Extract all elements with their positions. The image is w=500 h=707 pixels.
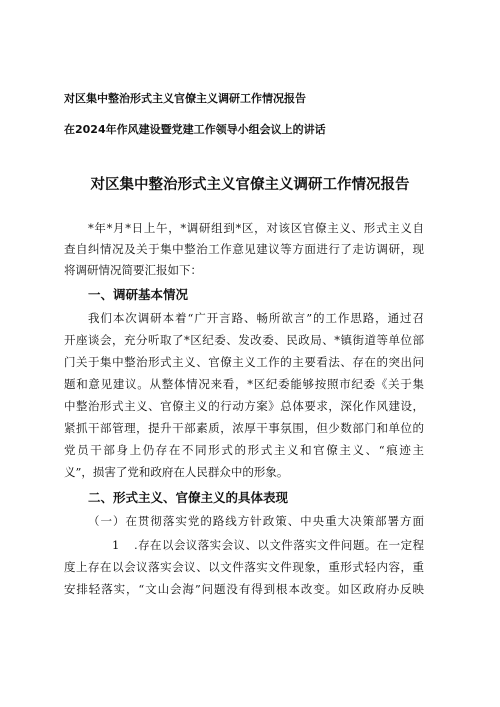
intro-line: 查自纠情况及关于集中整治工作意见建议等方面进行了走访调研，现 [64, 242, 424, 256]
paragraph-line: 题和意见建议。从整体情况来看，*区纪委能够按照市纪委《关于集 [64, 377, 424, 391]
item-number: 1 [112, 538, 120, 552]
paragraph-line: 门关于集中整治形式主义、官僚主义工作的主要看法、存在的突出问 [64, 355, 424, 369]
item-line: 度上存在以会议落实会议、以文件落实文件现象，重形式轻内容，重 [64, 560, 424, 574]
section-heading-1: 一、调研基本情况 [88, 287, 189, 302]
item-line: 安排轻落实，“文山会海”问题没有得到根本改变。如区政府办反映 [64, 582, 424, 596]
intro-line: *年*月*日上午，*调研组到*区，对该区官僚主义、形式主义自 [88, 221, 424, 235]
paragraph-line: 开座谈会，充分听取了*区纪委、发改委、民政局、*镇街道等单位部 [64, 333, 424, 347]
subsection-heading: （一）在贯彻落实党的路线方针政策、中央重大决策部署方面 [88, 514, 424, 528]
paragraph-line: 紧抓干部管理，提升干部素质，浓厚干事氛围，但少数部门和单位的 [64, 421, 424, 435]
toc-item-report: 对区集中整治形式主义官僚主义调研工作情况报告 [64, 92, 306, 105]
paragraph-line: 义”，损害了党和政府在人民群众中的形象。 [64, 465, 289, 479]
intro-line: 将调研情况简要汇报如下： [64, 263, 202, 277]
report-title: 对区集中整治形式主义官僚主义调研工作情况报告 [90, 177, 410, 193]
paragraph-line: 中整治形式主义、官僚主义的行动方案》总体要求，深化作风建设， [64, 399, 424, 413]
toc-item-speech: 在2024年作风建设暨党建工作领导小组会议上的讲话 [64, 123, 326, 136]
item-line: .存在以会议落实会议、以文件落实文件问题。在一定程 [134, 538, 424, 552]
paragraph-line: 党员干部身上仍存在不同形式的形式主义和官僚主义、“痕迹主 [64, 443, 424, 457]
section-heading-2: 二、形式主义、官僚主义的具体表现 [88, 490, 289, 505]
paragraph-line: 我们本次调研本着“广开言路、畅所欲言”的工作思路，通过召 [88, 311, 424, 325]
